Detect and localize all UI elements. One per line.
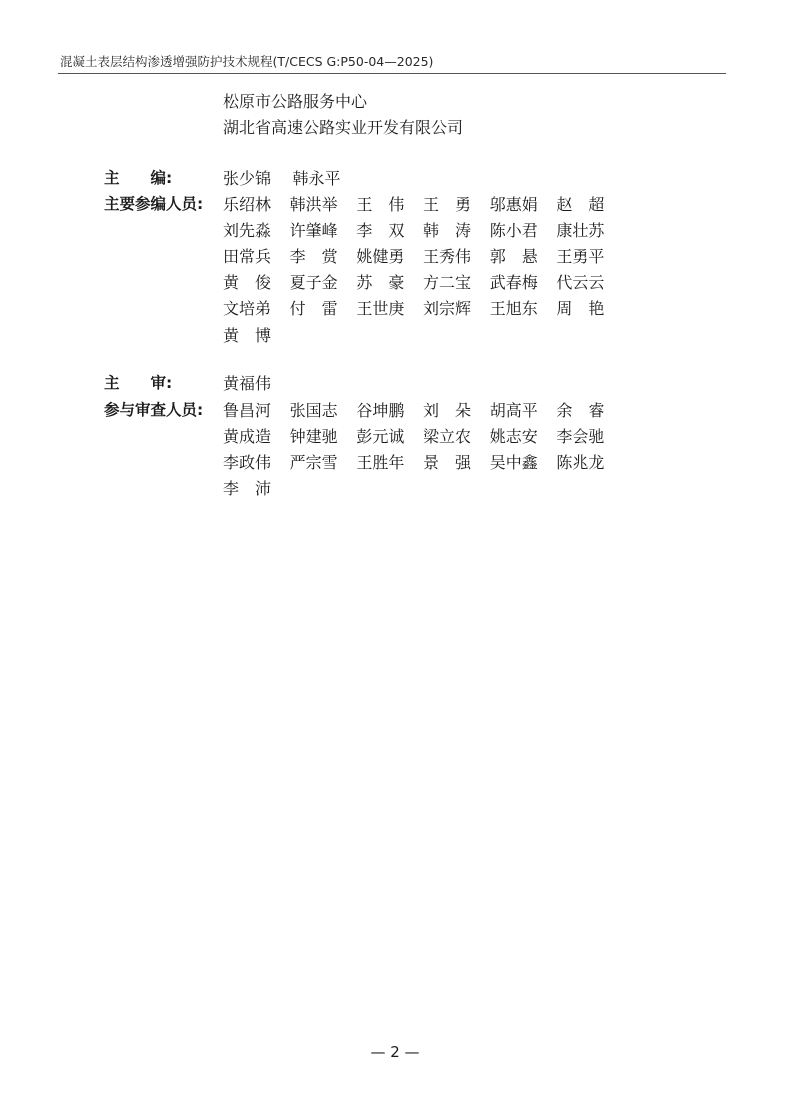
person-name: 彭元诚 bbox=[356, 426, 405, 446]
person-name: 王旭东 bbox=[489, 299, 538, 319]
person-name: 严宗雪 bbox=[289, 452, 338, 472]
person-name: 周 艳 bbox=[556, 299, 605, 319]
chief-reviewer-label bbox=[104, 369, 216, 395]
name-row bbox=[223, 369, 623, 395]
header-divider bbox=[58, 73, 726, 74]
person-name: 方二宝 bbox=[423, 273, 472, 293]
name-row bbox=[223, 422, 623, 448]
person-name: 武春梅 bbox=[489, 273, 538, 293]
reviewers-label bbox=[104, 396, 216, 422]
name-row bbox=[223, 242, 623, 268]
person-name: 梁立农 bbox=[423, 426, 472, 446]
page-number: — 2 — bbox=[370, 1043, 420, 1061]
person-name: 文培弟 bbox=[223, 299, 272, 319]
person-name: 李政伟 bbox=[223, 452, 272, 472]
person-name: 黄 俊 bbox=[223, 273, 272, 293]
name-row bbox=[223, 295, 623, 321]
main-drafters-label bbox=[104, 190, 216, 216]
person-name: 鲁昌河 bbox=[223, 400, 272, 420]
person-name: 黄 博 bbox=[223, 325, 272, 345]
chief-editor-names bbox=[223, 164, 623, 190]
person-name: 王勇平 bbox=[556, 246, 605, 266]
person-name: 李 双 bbox=[356, 220, 405, 240]
name-row bbox=[223, 321, 623, 347]
person-name: 邬惠娟 bbox=[489, 194, 538, 214]
person-name: 余 睿 bbox=[556, 400, 605, 420]
person-name: 王 伟 bbox=[356, 194, 405, 214]
person-name: 姚健勇 bbox=[356, 246, 405, 266]
person-name: 黄成造 bbox=[223, 426, 272, 446]
person-name: 王胜年 bbox=[356, 452, 405, 472]
person-name: 李会驰 bbox=[556, 426, 605, 446]
person-name: 黄福伟 bbox=[223, 373, 272, 393]
person-name: 苏 豪 bbox=[356, 273, 405, 293]
person-name: 康壮苏 bbox=[556, 220, 605, 240]
person-name: 田常兵 bbox=[223, 246, 272, 266]
person-name: 陈兆龙 bbox=[556, 452, 605, 472]
person-name: 吴中鑫 bbox=[489, 452, 538, 472]
person-name: 刘宗辉 bbox=[423, 299, 472, 319]
person-name: 王 勇 bbox=[423, 194, 472, 214]
name-row bbox=[223, 269, 623, 295]
person-name: 陈小君 bbox=[489, 220, 538, 240]
person-name: 李 赏 bbox=[289, 246, 338, 266]
main-drafters-names bbox=[223, 190, 623, 347]
chief-reviewer-names bbox=[223, 369, 623, 395]
person-name: 韩永平 bbox=[292, 168, 341, 188]
main-drafters-label-text: 主要参编人员: bbox=[104, 195, 204, 213]
name-row bbox=[223, 216, 623, 242]
person-name: 张国志 bbox=[289, 400, 338, 420]
chief-editor-label-text: 主 编: bbox=[104, 169, 173, 187]
name-row bbox=[223, 396, 623, 422]
person-name: 许肇峰 bbox=[289, 220, 338, 240]
chief-reviewer-label-text: 主 审: bbox=[104, 374, 173, 392]
person-name: 李 沛 bbox=[223, 479, 272, 499]
person-name: 姚志安 bbox=[489, 426, 538, 446]
person-name: 郭 悬 bbox=[489, 246, 538, 266]
organization-line-1: 松原市公路服务中心 bbox=[223, 92, 368, 111]
name-row bbox=[223, 448, 623, 474]
person-name: 王世庚 bbox=[356, 299, 405, 319]
person-name: 夏子金 bbox=[289, 273, 338, 293]
name-row bbox=[223, 475, 623, 501]
reviewers-names bbox=[223, 396, 623, 501]
person-name: 付 雷 bbox=[289, 299, 338, 319]
chief-editor-label bbox=[104, 164, 216, 190]
person-name: 韩 涛 bbox=[423, 220, 472, 240]
person-name: 刘先淼 bbox=[223, 220, 272, 240]
person-name: 张少锦 bbox=[223, 168, 272, 188]
person-name: 刘 朵 bbox=[423, 400, 472, 420]
person-name: 胡高平 bbox=[489, 400, 538, 420]
running-header: 混凝土表层结构渗透增强防护技术规程(T/CECS G:P50-04—2025) bbox=[60, 54, 434, 69]
organization-line-2: 湖北省高速公路实业开发有限公司 bbox=[223, 118, 464, 137]
person-name: 王秀伟 bbox=[423, 246, 472, 266]
person-name: 谷坤鹏 bbox=[356, 400, 405, 420]
reviewers-label-text: 参与审查人员: bbox=[104, 401, 204, 419]
person-name: 钟建驰 bbox=[289, 426, 338, 446]
person-name: 代云云 bbox=[556, 273, 605, 293]
person-name: 景 强 bbox=[423, 452, 472, 472]
person-name: 韩洪举 bbox=[289, 194, 338, 214]
name-row bbox=[223, 164, 623, 190]
person-name: 乐绍林 bbox=[223, 194, 272, 214]
person-name: 赵 超 bbox=[556, 194, 605, 214]
name-row bbox=[223, 190, 623, 216]
